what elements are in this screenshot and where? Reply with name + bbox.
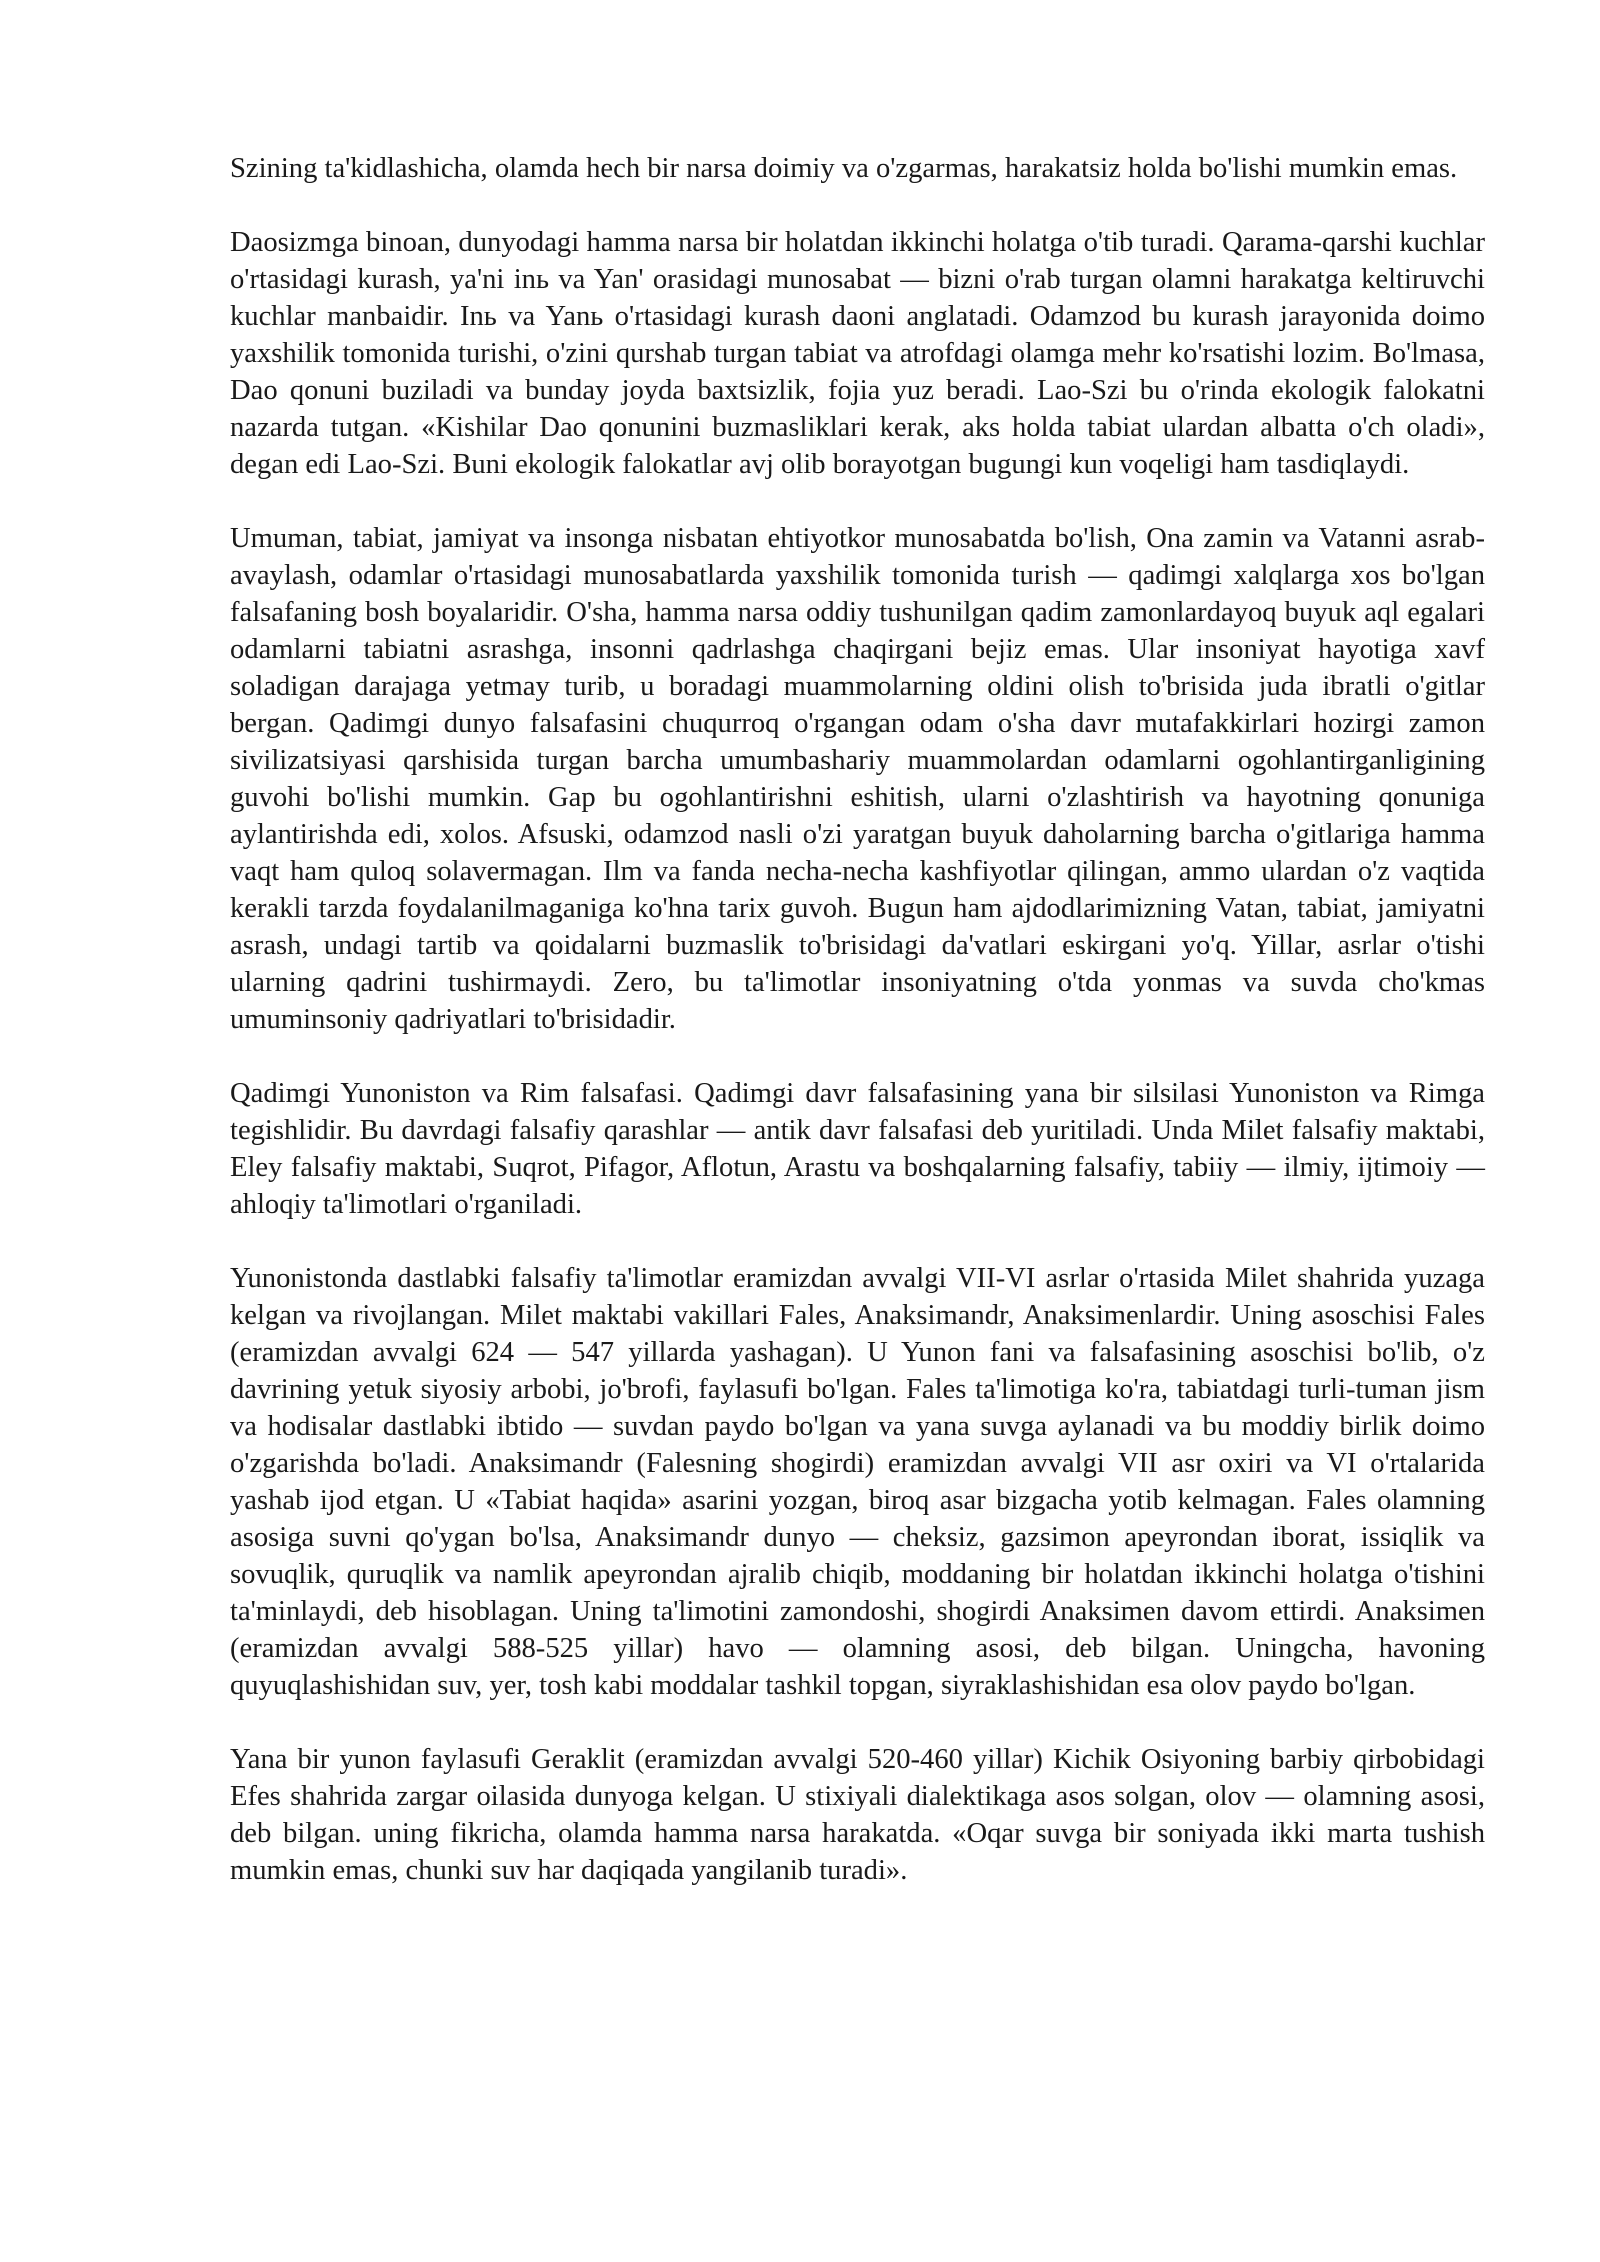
paragraph-2: Daosizmga binoan, dunyodagi hamma narsa bir holatdan ikkinchi holatga o'tib turadi. Qarama-qarshi kuchlar o'rtasidagi kurash, ya'ni inь va Yan' orasidagi munosabat — bizni o'rab turgan olamni harakatga keltiruvchi kuchlar manbaidir. Inь va Yanь o'rtasidagi kurash daoni anglatadi. Odamzod bu kurash jarayonida doimo yaxshilik tomonida turishi, o'zini qurshab turgan tabiat va atrofdagi olamga mehr ko'rsatishi lozim. Bo'lmasa, Dao qonuni buziladi va bunday joyda baxtsizlik, fojia yuz beradi. Lao-Szi bu o'rinda ekologik falokatni nazarda tutgan. «Kishilar Dao qonunini buzmasliklari kerak, aks holda tabiat ulardan albatta o'ch oladi», degan edi Lao-Szi. Buni ekologik falokatlar avj olib borayotgan bugungi kun voqeligi ham tasdiqlaydi. [230, 227, 1485, 480]
paragraph-1: Szining ta'kidlashicha, olamda hech bir narsa doimiy va o'zgarmas, harakatsiz holda bo'lishi mumkin emas. [230, 153, 1458, 184]
paragraph-6: Yana bir yunon faylasufi Geraklit (eramizdan avvalgi 520-460 yillar) Kichik Osiyoning barbiy qirbobidagi Efes shahrida zargar oilasida dunyoga kelgan. U stixiyali dialektikaga asos solgan, olov — olamning asosi, deb bilgan. uning fikricha, olamda hamma narsa harakatda. «Oqar suvga bir soniyada ikki marta tushish mumkin emas, chunki suv har daqiqada yangilanib turadi». [230, 1744, 1485, 1886]
paragraph-5: Yunonistonda dastlabki falsafiy ta'limotlar eramizdan avvalgi VII-VI asrlar o'rtasida Milet shahrida yuzaga kelgan va rivojlangan. Milet maktabi vakillari Fales, Anaksimandr, Anaksimenlardir. Uning asoschisi Fales (eramizdan avvalgi 624 — 547 yillarda yashagan). U Yunon fani va falsafasining asoschisi bo'lib, o'z davrining yetuk siyosiy arbobi, jo'brofi, faylasufi bo'lgan. Fales ta'limotiga ko'ra, tabiatdagi turli-tuman jism va hodisalar dastlabki ibtido — suvdan paydo bo'lgan va yana suvga aylanadi va bu moddiy birlik doimo o'zgarishda bo'ladi. Anaksimandr (Falesning shogirdi) eramizdan avvalgi VII asr oxiri va VI o'rtalarida yashab ijod etgan. U «Tabiat haqida» asarini yozgan, biroq asar bizgacha yotib kelmagan. Fales olamning asosiga suvni qo'ygan bo'lsa, Anaksimandr dunyo — cheksiz, gazsimon apeyrondan iborat, issiqlik va sovuqlik, quruqlik va namlik apeyrondan ajralib chiqib, moddaning bir holatdan ikkinchi holatga o'tishini ta'minlaydi, deb hisoblagan. Uning ta'limotini zamondoshi, shogirdi Anaksimen davom ettirdi. Anaksimen (eramizdan avvalgi 588-525 yillar) havo — olamning asosi, deb bilgan. Uningcha, havoning quyuqlashishidan suv, yer, tosh kabi moddalar tashkil topgan, siyraklashishidan esa olov paydo bo'lgan. [230, 1263, 1485, 1701]
paragraph-4: Qadimgi Yunoniston va Rim falsafasi. Qadimgi davr falsafasining yana bir silsilasi Yunoniston va Rimga tegishlidir. Bu davrdagi falsafiy qarashlar — antik davr falsafasi deb yuritiladi. Unda Milet falsafiy maktabi, Eley falsafiy maktabi, Suqrot, Pifagor, Aflotun, Arastu va boshqalarning falsafiy, tabiiy — ilmiy, ijtimoiy — ahloqiy ta'limotlari o'rganiladi. [230, 1078, 1485, 1220]
paragraph-3: Umuman, tabiat, jamiyat va insonga nisbatan ehtiyotkor munosabatda bo'lish, Ona zamin va Vatanni asrab-avaylash, odamlar o'rtasidagi munosabatlarda yaxshilik tomonida turish — qadimgi xalqlarga xos bo'lgan falsafaning bosh boyalaridir. O'sha, hamma narsa oddiy tushunilgan qadim zamonlardayoq buyuk aql egalari odamlarni tabiatni asrashga, insonni qadrlashga chaqirgani bejiz emas. Ular insoniyat hayotiga xavf soladigan darajaga yetmay turib, u boradagi muammolarning oldini olish to'brisida juda ibratli o'gitlar bergan. Qadimgi dunyo falsafasini chuqurroq o'rgangan odam o'sha davr mutafakkirlari hozirgi zamon sivilizatsiyasi qarshisida turgan barcha umumbashariy muammolardan odamlarni ogohlantirganligining guvohi bo'lishi mumkin. Gap bu ogohlantirishni eshitish, ularni o'zlashtirish va hayotning qonuniga aylantirishda edi, xolos. Afsuski, odamzod nasli o'zi yaratgan buyuk daholarning barcha o'gitlariga hamma vaqt ham quloq solavermagan. Ilm va fanda necha-necha kashfiyotlar qilingan, ammo ulardan o'z vaqtida kerakli tarzda foydalanilmaganiga ko'hna tarix guvoh. Bugun ham ajdodlarimizning Vatan, tabiat, jamiyatni asrash, undagi tartib va qoidalarni buzmaslik to'brisidagi da'vatlari eskirgani yo'q. Yillar, asrlar o'tishi ularning qadrini tushirmaydi. Zero, bu ta'limotlar insoniyatning o'tda yonmas va suvda cho'kmas umuminsoniy qadriyatlari to'brisidadir. [230, 523, 1485, 1035]
document-page [230, 150, 1485, 1889]
